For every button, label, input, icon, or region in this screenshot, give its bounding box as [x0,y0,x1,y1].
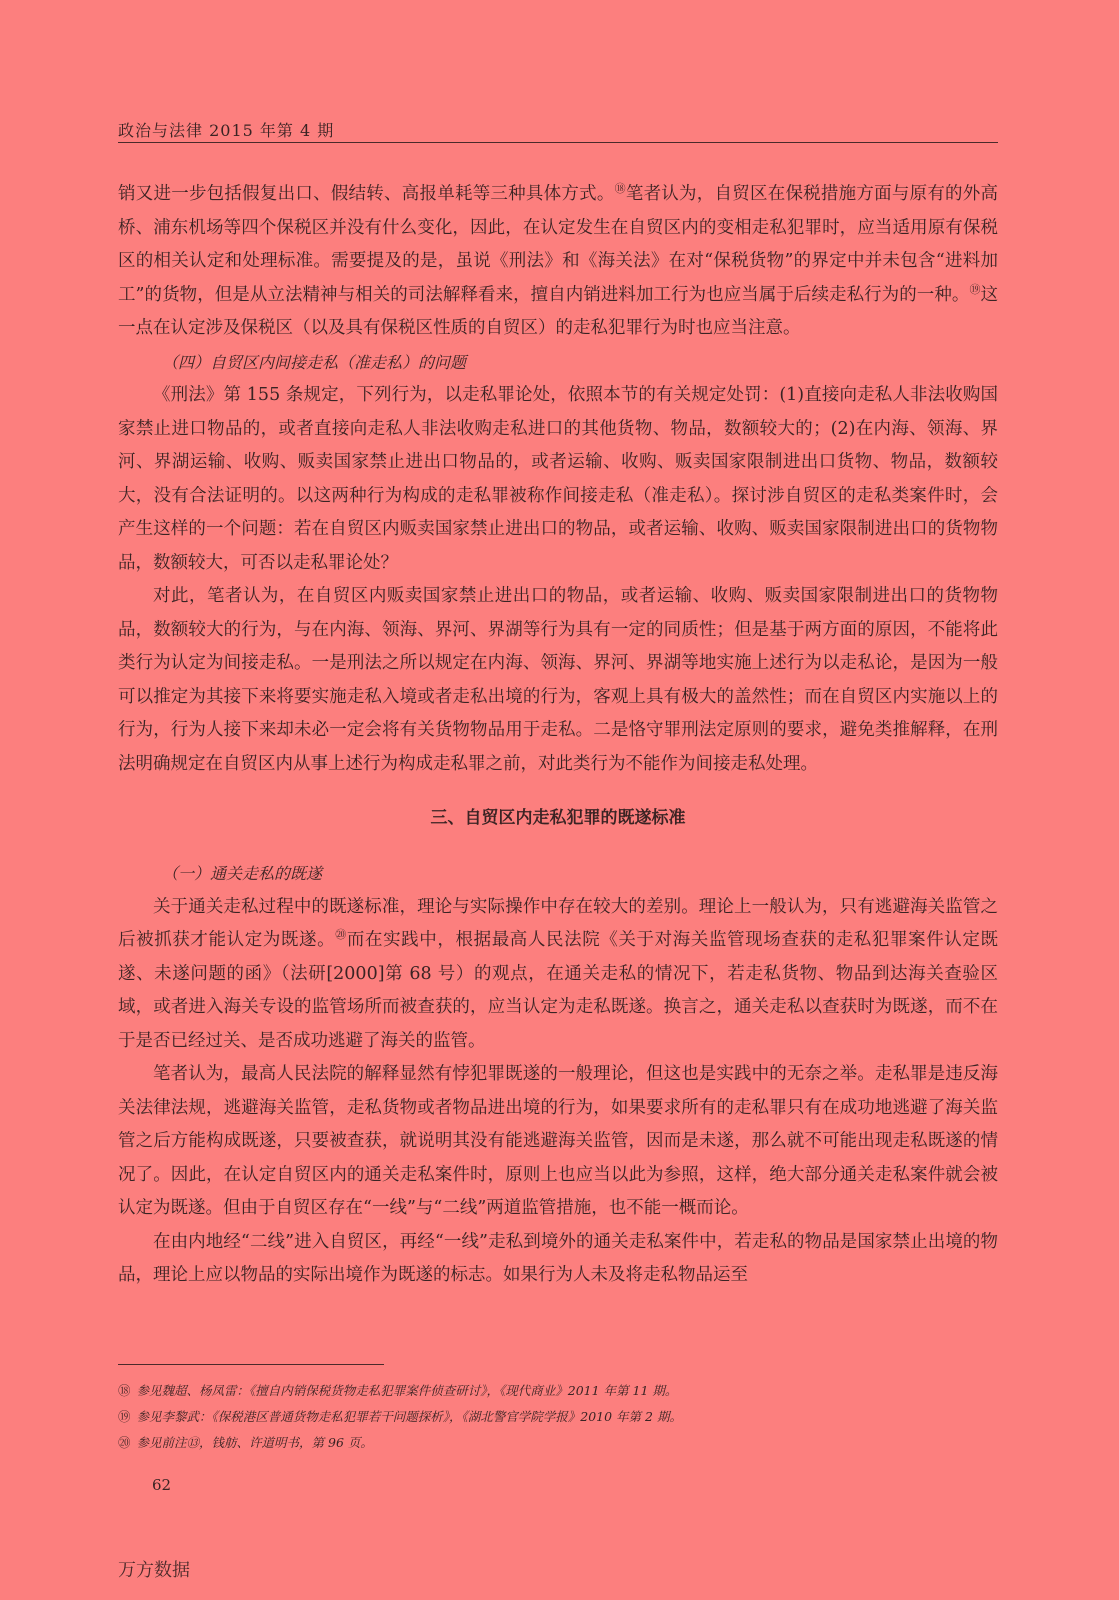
subheading-indirect-smuggling: （四）自贸区内间接走私（准走私）的问题 [162,352,467,372]
footnote-20 [118,1430,998,1456]
footnote-text: 参见魏超、杨凤雷：《擅自内销保税货物走私犯罪案件侦查研讨》，《现代商业》2011 年第 11 期。 [136,1383,678,1398]
footnote-mark: ⑱ [118,1383,131,1398]
footnote-18 [118,1378,998,1404]
paragraph-6: 在由内地经“二线”进入自贸区，再经“一线”走私到境外的通关走私案件中，若走私的物品是国家禁止出境的物品，理论上应以物品的实际出境作为既遂的标志。如果行为人未及将走私物品运至 [118,1231,998,1285]
article-body [118,178,998,1293]
subheading-customs-smuggling: （一）通关走私的既遂 [162,864,323,883]
running-head: 政治与法律 2015 年第 4 期 [118,121,335,140]
database-watermark: 万方数据 [118,1560,190,1581]
header-rule [118,142,998,143]
paragraph-5: 笔者认为，最高人民法院的解释显然有悖犯罪既遂的一般理论，但这也是实践中的无奈之举。走私罪是违反海关法律法规，逃避海关监管，走私货物或者物品进出境的行为，如果要求所有的走私罪只有在成功地逃避了海关监管之后方能构成既遂，只要被查获，就说明其没有能逃避海关监管，因而是未遂，那么就不可能出现走私既遂的情况了。因此，在认定自贸区内的通关走私案件时，原则上也应当以此为参照，这样，绝大部分通关走私案件就会被认定为既遂。但由于自贸区存在“一线”与“二线”两道监管措施，也不能一概而论。 [118,1064,998,1218]
section-title: 三、自贸区内走私犯罪的既遂标准 [430,808,686,828]
paragraph-2: 《刑法》第 155 条规定，下列行为，以走私罪论处，依照本节的有关规定处罚：(1)直接向走私人非法收购国家禁止进口物品的，或者直接向走私人非法收购走私进口的其他货物、物品，数额较大的；(2)在内海、领海、界河、界湖运输、收购、贩卖国家禁止进出口物品的，或者运输、收购、贩卖国家限制进出口货物、物品，数额较大，没有合法证明的。以这两种行为构成的走私罪被称作间接走私（准走私）。探讨涉自贸区的走私类案件时，会产生这样的一个问题：若在自贸区内贩卖国家禁止进出口的物品，或者运输、收购、贩卖国家限制进出口的货物物品，数额较大，可否以走私罪论处？ [118,385,998,573]
paragraph-3: 对此，笔者认为，在自贸区内贩卖国家禁止进出口的物品，或者运输、收购、贩卖国家限制进出口的货物物品，数额较大的行为，与在内海、领海、界河、界湖等行为具有一定的同质性；但是基于两方面的原因，不能将此类行为认定为间接走私。一是刑法之所以规定在内海、领海、界河、界湖等地实施上述行为以走私论，是因为一般可以推定为其接下来将要实施走私入境或者走私出境的行为，客观上具有极大的盖然性；而在自贸区内实施以上的行为，行为人接下来却未必一定会将有关货物物品用于走私。二是恪守罪刑法定原则的要求，避免类推解释，在刑法明确规定在自贸区内从事上述行为构成走私罪之前，对此类行为不能作为间接走私处理。 [118,586,998,774]
footnotes [118,1378,998,1456]
paragraph-4-text-a: 关于通关走私过程中的既遂标准，理论与实际操作中存在较大的差别。理论上一般认为，只有逃避海关监管之后被抓获才能认定为既遂。 [118,896,998,950]
paragraph-1 [118,178,998,346]
footnote-text: 参见前注⑬，钱舫、许道明书，第 96 页。 [136,1435,373,1450]
paragraph-1-text-c: 这一点在认定涉及保税区（以及具有保税区性质的自贸区）的走私犯罪行为时也应当注意。 [118,284,999,338]
paragraph-4-text-b: 而在实践中，根据最高人民法院《关于对海关监管现场查获的走私犯罪案件认定既遂、未遂问题的函》（法研[2000]第 68 号）的观点，在通关走私的情况下，若走私货物、物品到达海关查验区域，或者进入海关专设的监管场所而被查获的，应当认定为走私既遂。换言之，通关走私以查获时为既遂，而不在于是否已经过关、是否成功逃避了海关的监管。 [118,930,999,1051]
paragraph-1-text-b: 笔者认为，自贸区在保税措施方面与原有的外高桥、浦东机场等四个保税区并没有什么变化，因此，在认定发生在自贸区内的变相走私犯罪时，应当适用原有保税区的相关认定和处理标准。需要提及的是，虽说《刑法》和《海关法》在对“保税货物”的界定中并未包含“进料加工”的货物，但是从立法精神与相关的司法解释看来，擅自内销进料加工行为也应当属于后续走私行为的一种。 [118,184,999,305]
page-number: 62 [152,1476,172,1494]
paragraph-4 [118,891,998,1059]
paragraph-1-text-a: 销又进一步包括假复出口、假结转、高报单耗等三种具体方式。 [118,184,615,204]
footnote-ref-20[interactable]: ⑳ [335,928,347,942]
footnote-19 [118,1404,998,1430]
footnote-mark: ⑳ [118,1435,131,1450]
footnote-text: 参见李黎武：《保税港区普通货物走私犯罪若干问题探析》，《湖北警官学院学报》2010 年第 2 期。 [136,1409,682,1424]
footnote-ref-18[interactable]: ⑱ [614,182,626,196]
footnote-mark: ⑲ [118,1409,131,1424]
footnote-ref-19[interactable]: ⑲ [969,282,981,296]
footnote-divider [118,1364,384,1365]
